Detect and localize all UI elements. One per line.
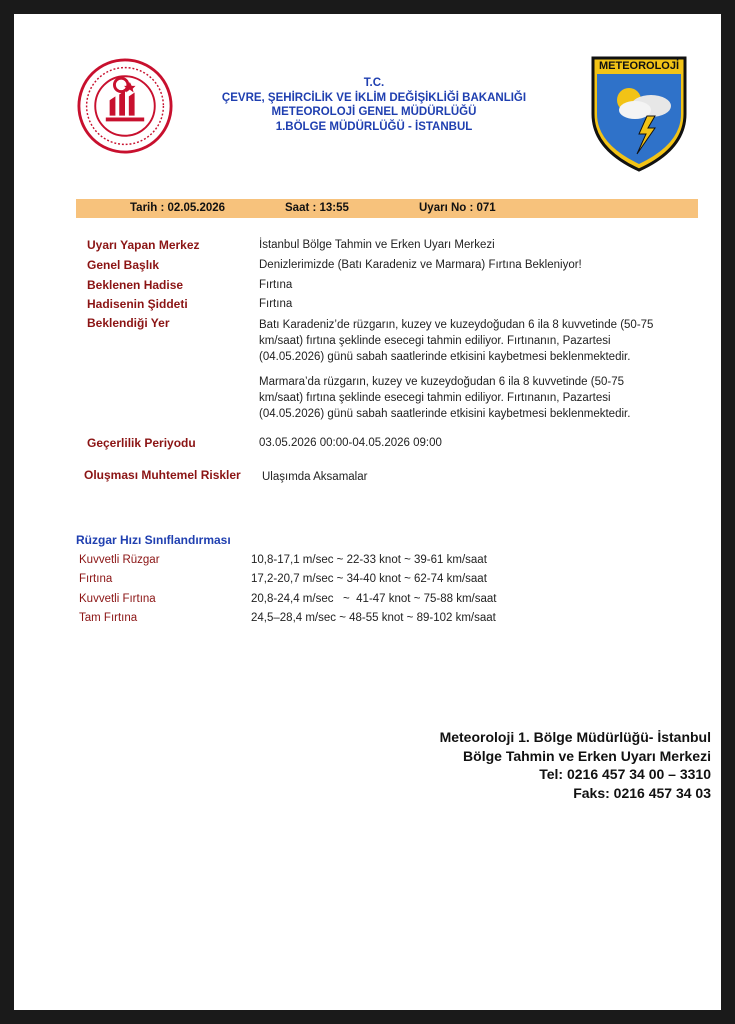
paragraph-line: km/saat) fırtına şeklinde esecegi tahmin ediliyor. Fırtınanın, Pazartesi [259, 335, 611, 347]
footer-fax: Faks: 0216 457 34 03 [573, 784, 711, 801]
wind-row-value: 10,8-17,1 m/sec ~ 22-33 knot ~ 39-61 km/saat [251, 554, 487, 566]
warning-document [14, 14, 721, 1010]
wind-classification-title: Rüzgar Hızı Sınıflandırması [76, 533, 231, 547]
wind-row-value: 17,2-20,7 m/sec ~ 34-40 knot ~ 62-74 km/saat [251, 573, 487, 585]
header-line-1: T.C. [363, 77, 385, 89]
paragraph-line: Batı Karadeniz’de rüzgarın, kuzey ve kuzeydoğudan 6 ila 8 kuvvetinde (50-75 [259, 319, 654, 331]
paragraph-line: Marmara’da rüzgarın, kuzey ve kuzeydoğudan 6 ila 8 kuvvetinde (50-75 [259, 376, 625, 388]
event-label: Beklenen Hadise [87, 278, 184, 292]
location-paragraph-1 [259, 317, 659, 365]
wind-row-value: 24,5–28,4 m/sec ~ 48-55 knot ~ 89-102 km/saat [251, 612, 496, 624]
event-value: Fırtına [259, 279, 293, 291]
contact-footer [344, 728, 711, 802]
severity-value: Fırtına [259, 298, 293, 310]
header-line-2: ÇEVRE, ŞEHİRCİLİK VE İKLİM DEĞİŞİKLİĞİ BAKANLIĞI [221, 91, 527, 104]
wind-row-name: Fırtına [79, 573, 113, 585]
footer-line-2: Bölge Tahmin ve Erken Uyarı Merkezi [463, 747, 711, 764]
date-text: Tarih : 02.05.2026 [130, 202, 226, 214]
info-bar [76, 199, 698, 218]
wind-row-name: Kuvvetli Fırtına [79, 593, 156, 605]
title-value: Denizlerimizde (Batı Karadeniz ve Marmara) Fırtına Bekleniyor! [259, 259, 582, 271]
warning-number-text: Uyarı No : 071 [419, 202, 496, 214]
document-header [174, 76, 574, 134]
paragraph-line: (04.05.2026) günü sabah saatlerinde etkisini kaybetmesi beklenmektedir. [259, 408, 631, 420]
logo-text: METEOROLOJİ [598, 60, 680, 72]
wind-row-name: Kuvvetli Rüzgar [79, 554, 160, 566]
location-label: Beklendiği Yer [87, 316, 170, 330]
risks-label: Oluşması Muhtemel Riskler [84, 468, 241, 482]
risks-value: Ulaşımda Aksamalar [262, 471, 368, 483]
location-paragraph-2 [259, 374, 659, 422]
paragraph-line: km/saat) fırtına şeklinde esecegi tahmin ediliyor. Fırtınanın, Pazartesi [259, 392, 611, 404]
ministry-seal-icon [77, 58, 173, 154]
time-text: Saat : 13:55 [285, 202, 349, 214]
footer-line-1: Meteoroloji 1. Bölge Müdürlüğü- İstanbul [439, 729, 711, 745]
title-label: Genel Başlık [87, 258, 160, 272]
center-label: Uyarı Yapan Merkez [87, 238, 200, 252]
footer-phone: Tel: 0216 457 34 00 – 3310 [539, 766, 711, 782]
paragraph-line: (04.05.2026) günü sabah saatlerinde etkisini kaybetmesi beklenmektedir. [259, 351, 631, 363]
header-line-4: 1.BÖLGE MÜDÜRLÜĞÜ - İSTANBUL [275, 120, 473, 133]
center-value: İstanbul Bölge Tahmin ve Erken Uyarı Merkezi [259, 239, 495, 251]
wind-row-value: 20,8-24,4 m/sec ~ 41-47 knot ~ 75-88 km/saat [251, 593, 497, 605]
validity-value: 03.05.2026 00:00-04.05.2026 09:00 [259, 437, 442, 449]
wind-row-name: Tam Fırtına [79, 612, 138, 624]
severity-label: Hadisenin Şiddeti [87, 297, 188, 311]
validity-label: Geçerlilik Periyodu [87, 436, 196, 450]
meteoroloji-logo-icon [589, 54, 689, 174]
header-line-3: METEOROLOJİ GENEL MÜDÜRLÜĞÜ [271, 106, 477, 118]
